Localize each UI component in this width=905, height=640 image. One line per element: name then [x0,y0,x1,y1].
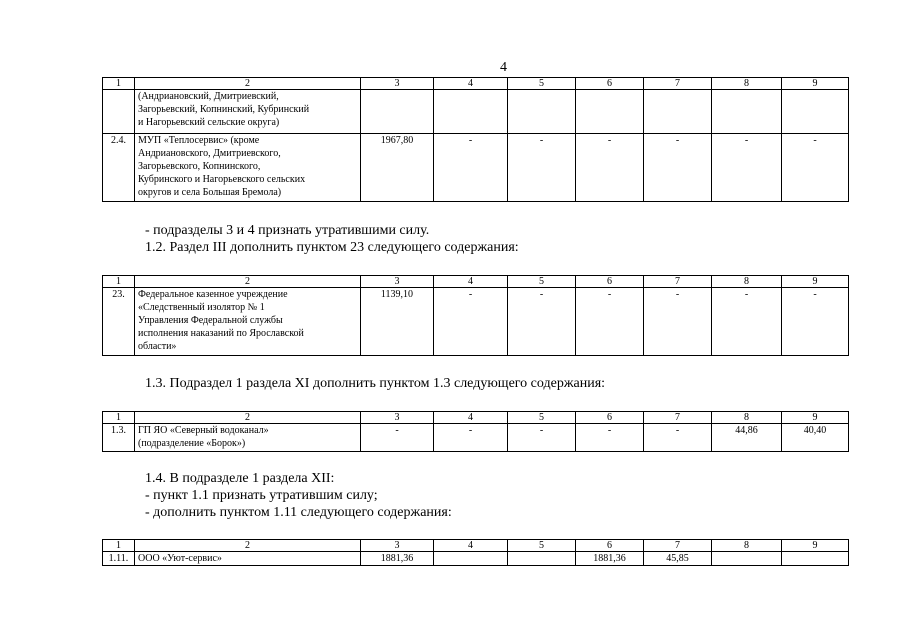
table-header-row [103,540,849,552]
table-row [103,90,849,134]
header-cell: 8 [712,276,782,288]
table-header-row [103,276,849,288]
header-cell: 9 [782,540,849,552]
table-1 [102,77,849,202]
desc-line: исполнения наказаний по Ярославской [138,328,304,339]
page-number: 4 [500,60,507,75]
row-number: 2.4. [103,134,135,202]
cell-col7: 45,85 [644,552,712,566]
cell-col4: - [434,424,508,452]
header-cell: 9 [782,412,849,424]
desc-line: Управления Федеральной службы [138,315,283,326]
paragraph: 1.3. Подраздел 1 раздела XI дополнить пунктом 1.3 следующего содержания: [145,376,606,391]
desc-line: и Нагорьевский сельские округа) [138,117,280,128]
row-description [135,552,361,566]
header-cell: 1 [103,540,135,552]
cell-col3: - [361,424,434,452]
header-cell: 1 [103,78,135,90]
desc-line: Загорьевский, Копнинский, Кубринский [138,104,310,115]
paragraph: - пункт 1.1 признать утратившим силу; [145,488,378,503]
header-cell: 7 [644,276,712,288]
header-cell: 5 [508,276,576,288]
cell-col6: - [576,424,644,452]
header-cell: 6 [576,276,644,288]
table-3 [102,411,849,452]
cell-col5: - [508,424,576,452]
table-row [103,424,849,452]
cell-col7: - [644,424,712,452]
desc-line: округов и села Большая Бремола) [138,187,282,198]
table-row [103,288,849,356]
header-cell: 5 [508,540,576,552]
header-cell: 9 [782,78,849,90]
row-description [135,90,361,134]
table-2 [102,275,849,356]
header-cell: 2 [135,540,361,552]
cell-col8: 44,86 [712,424,782,452]
cell-col6: - [576,288,644,356]
row-description [135,288,361,356]
cell-col7 [644,90,712,134]
cell-col5: - [508,288,576,356]
cell-col4: - [434,134,508,202]
paragraph: 1.2. Раздел III дополнить пунктом 23 следующего содержания: [145,240,519,255]
table-row [103,134,849,202]
paragraph: - дополнить пунктом 1.11 следующего содержания: [145,505,452,520]
header-cell: 2 [135,78,361,90]
cell-col9: 40,40 [782,424,849,452]
cell-col8: - [712,288,782,356]
desc-line: области» [138,341,177,352]
header-cell: 8 [712,412,782,424]
cell-col6: - [576,134,644,202]
row-number: 1.11. [103,552,135,566]
table-header-row [103,78,849,90]
cell-col4 [434,552,508,566]
cell-col5 [508,90,576,134]
cell-col7: - [644,288,712,356]
table-4 [102,539,849,566]
row-number: 1.3. [103,424,135,452]
cell-col9: - [782,134,849,202]
cell-col8 [712,552,782,566]
row-number [103,90,135,134]
desc-line: Кубринского и Нагорьевского сельских [138,174,306,185]
header-cell: 4 [434,412,508,424]
row-number: 23. [103,288,135,356]
header-cell: 7 [644,412,712,424]
header-cell: 1 [103,276,135,288]
cell-col3: 1881,36 [361,552,434,566]
cell-col8: - [712,134,782,202]
desc-line: «Следственный изолятор № 1 [138,302,265,313]
cell-col9 [782,90,849,134]
cell-col3: 1139,10 [361,288,434,356]
header-cell: 7 [644,78,712,90]
header-cell: 4 [434,540,508,552]
desc-line: Федеральное казенное учреждение [138,289,288,300]
header-cell: 3 [361,412,434,424]
cell-col4: - [434,288,508,356]
header-cell: 1 [103,412,135,424]
desc-line: ГП ЯО «Северный водоканал» [138,425,269,436]
cell-col3 [361,90,434,134]
header-cell: 5 [508,412,576,424]
cell-col6: 1881,36 [576,552,644,566]
header-cell: 9 [782,276,849,288]
header-cell: 3 [361,78,434,90]
header-cell: 6 [576,540,644,552]
header-cell: 6 [576,412,644,424]
header-cell: 7 [644,540,712,552]
cell-col6 [576,90,644,134]
header-cell: 4 [434,78,508,90]
header-cell: 3 [361,540,434,552]
row-description [135,134,361,202]
desc-line: МУП «Теплосервис» (кроме [138,135,260,146]
table-row [103,552,849,566]
paragraph: 1.4. В подразделе 1 раздела XII: [145,471,335,486]
desc-line: Загорьевского, Копнинского, [138,161,261,172]
cell-col5: - [508,134,576,202]
header-cell: 6 [576,78,644,90]
desc-line: Андриановского, Дмитриевского, [138,148,281,159]
desc-line: (Андриановский, Дмитриевский, [138,91,279,102]
desc-line: (подразделение «Борок») [138,438,246,449]
desc-line: ООО «Уют-сервис» [138,553,222,564]
cell-col9: - [782,288,849,356]
cell-col4 [434,90,508,134]
table-header-row [103,412,849,424]
cell-col5 [508,552,576,566]
header-cell: 8 [712,540,782,552]
cell-col8 [712,90,782,134]
cell-col9 [782,552,849,566]
row-description [135,424,361,452]
paragraph: - подразделы 3 и 4 признать утратившими силу. [145,223,430,238]
header-cell: 2 [135,276,361,288]
header-cell: 5 [508,78,576,90]
header-cell: 8 [712,78,782,90]
cell-col3: 1967,80 [361,134,434,202]
header-cell: 2 [135,412,361,424]
cell-col7: - [644,134,712,202]
header-cell: 3 [361,276,434,288]
header-cell: 4 [434,276,508,288]
